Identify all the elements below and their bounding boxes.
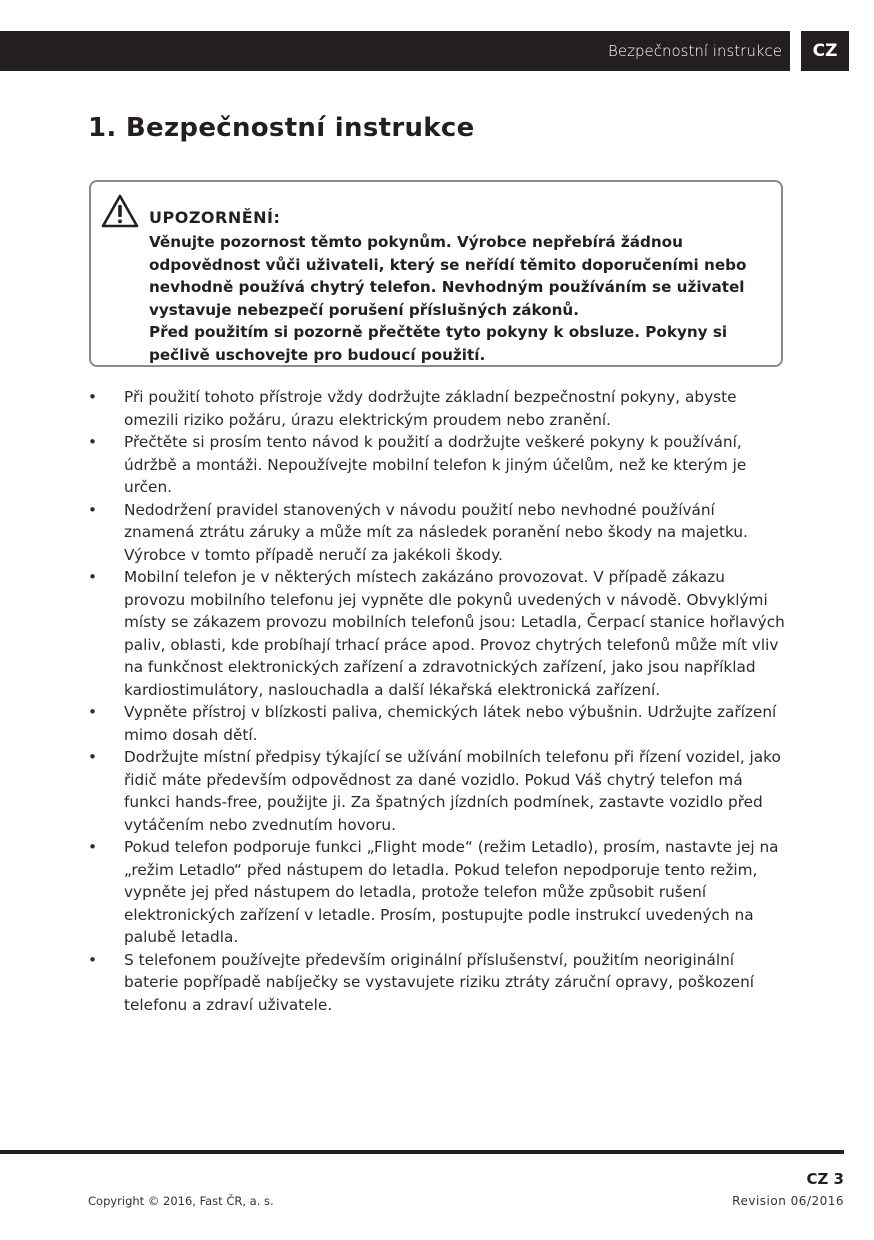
list-item [88, 701, 788, 746]
warning-triangle-icon [101, 194, 139, 228]
list-item [88, 566, 788, 701]
list-item-text: Přečtěte si prosím tento návod k použití a dodržujte veškeré pokyny k používání, údržbě a montáži. Nepoužívejte mobilní telefon k jiným účelům, než ke kterým je určen. [124, 433, 747, 496]
bullet-point: • [88, 433, 98, 451]
list-item-text: Pokud telefon podporuje funkci „Flight mode“ (režim Letadlo), prosím, nastavte jej na „režim Letadlo“ před nástupem do letadla. Pokud telefon nepodporuje tento režim, vypněte jej před nástupem do letadla, protože telefon může způsobit rušení elektronických zařízení v letadle. Prosím, postupujte podle instrukcí uvedených na palubě letadla. [124, 838, 779, 946]
safety-instructions-list [88, 386, 788, 1016]
footer-divider [0, 1150, 844, 1154]
list-item [88, 949, 788, 1017]
page-title: 1. Bezpečnostní instrukce [88, 113, 475, 143]
bullet-point: • [88, 950, 98, 969]
header-language-code: CZ [801, 31, 849, 71]
header-bar [0, 31, 790, 71]
page-number: CZ 3 [806, 1170, 844, 1188]
list-item [88, 746, 788, 836]
list-item-text: Při použití tohoto přístroje vždy dodržujte základní bezpečnostní pokyny, abyste omezili riziko požáru, úrazu elektrickým proudem nebo zranění. [124, 388, 737, 429]
header-section-title: Bezpečnostní instrukce [608, 42, 782, 60]
list-item-text: Dodržujte místní předpisy týkající se užívání mobilních telefonu při řízení vozidel, jako řidič máte především odpovědnost za dané vozidlo. Pokud Váš chytrý telefon má funkci hands-free, použijte ji. Za špatných jízdních podmínek, zastavte vozidlo před vytáčením nebo zvednutím hovoru. [124, 748, 781, 834]
bullet-point: • [88, 703, 98, 721]
list-item-text: Vypněte přístroj v blízkosti paliva, chemických látek nebo výbušnin. Udržujte zařízení mimo dosah dětí. [124, 703, 777, 744]
revision-label: Revision 06/2016 [732, 1194, 844, 1208]
list-item [88, 431, 788, 499]
list-item-text: Nedodržení pravidel stanovených v návodu použití nebo nevhodné používání znamená ztrátu záruky a může mít za následek poranění nebo škody na majetku. Výrobce v tomto případě neručí za jakékoli škody. [124, 500, 748, 564]
list-item [88, 386, 788, 431]
warning-paragraph-1: Věnujte pozornost těmto pokynům. Výrobce nepřebírá žádnou odpovědnost vůči uživateli, který se neřídí těmito doporučeními nebo nevhodně používá chytrý telefon. Nevhodným používáním se uživatel vystavuje nebezpečí porušení příslušných zákonů. [149, 233, 747, 319]
bullet-point: • [88, 748, 98, 766]
list-item-text: Mobilní telefon je v některých místech zakázáno provozovat. V případě zákazu provozu mobilního telefonu jej vypněte dle pokynů uvedených v návodě. Obvyklými místy se zákazem provozu mobilních telefonů jsou: Letadla, Čerpací stanice hořlavých paliv, oblasti, kde probíhají trhací práce apod. Provoz chytrých telefonů může mít vliv na funkčnost elektronických zařízení a zdravotnických zařízení, jako jsou například kardiostimulátory, naslouchadla a další lékařská elektronická zařízení. [124, 568, 785, 699]
warning-box [89, 180, 783, 367]
bullet-point: • [88, 500, 98, 519]
bullet-point: • [88, 388, 98, 406]
bullet-point: • [88, 838, 98, 856]
list-item-text: S telefonem používejte především originální příslušenství, použitím neoriginální baterie popřípadě nabíječky se vystavujete riziku ztráty záruční opravy, poškození telefonu a zdraví uživatele. [124, 950, 755, 1014]
warning-heading: UPOZORNĚNÍ: [149, 208, 281, 227]
list-item [88, 499, 788, 567]
bullet-point: • [88, 568, 98, 586]
warning-text [149, 231, 773, 366]
list-item [88, 836, 788, 949]
warning-paragraph-2: Před použitím si pozorně přečtěte tyto pokyny k obsluze. Pokyny si pečlivě uschovejte pro budoucí použití. [149, 323, 728, 364]
copyright-notice: Copyright © 2016, Fast ČR, a. s. [88, 1194, 274, 1208]
